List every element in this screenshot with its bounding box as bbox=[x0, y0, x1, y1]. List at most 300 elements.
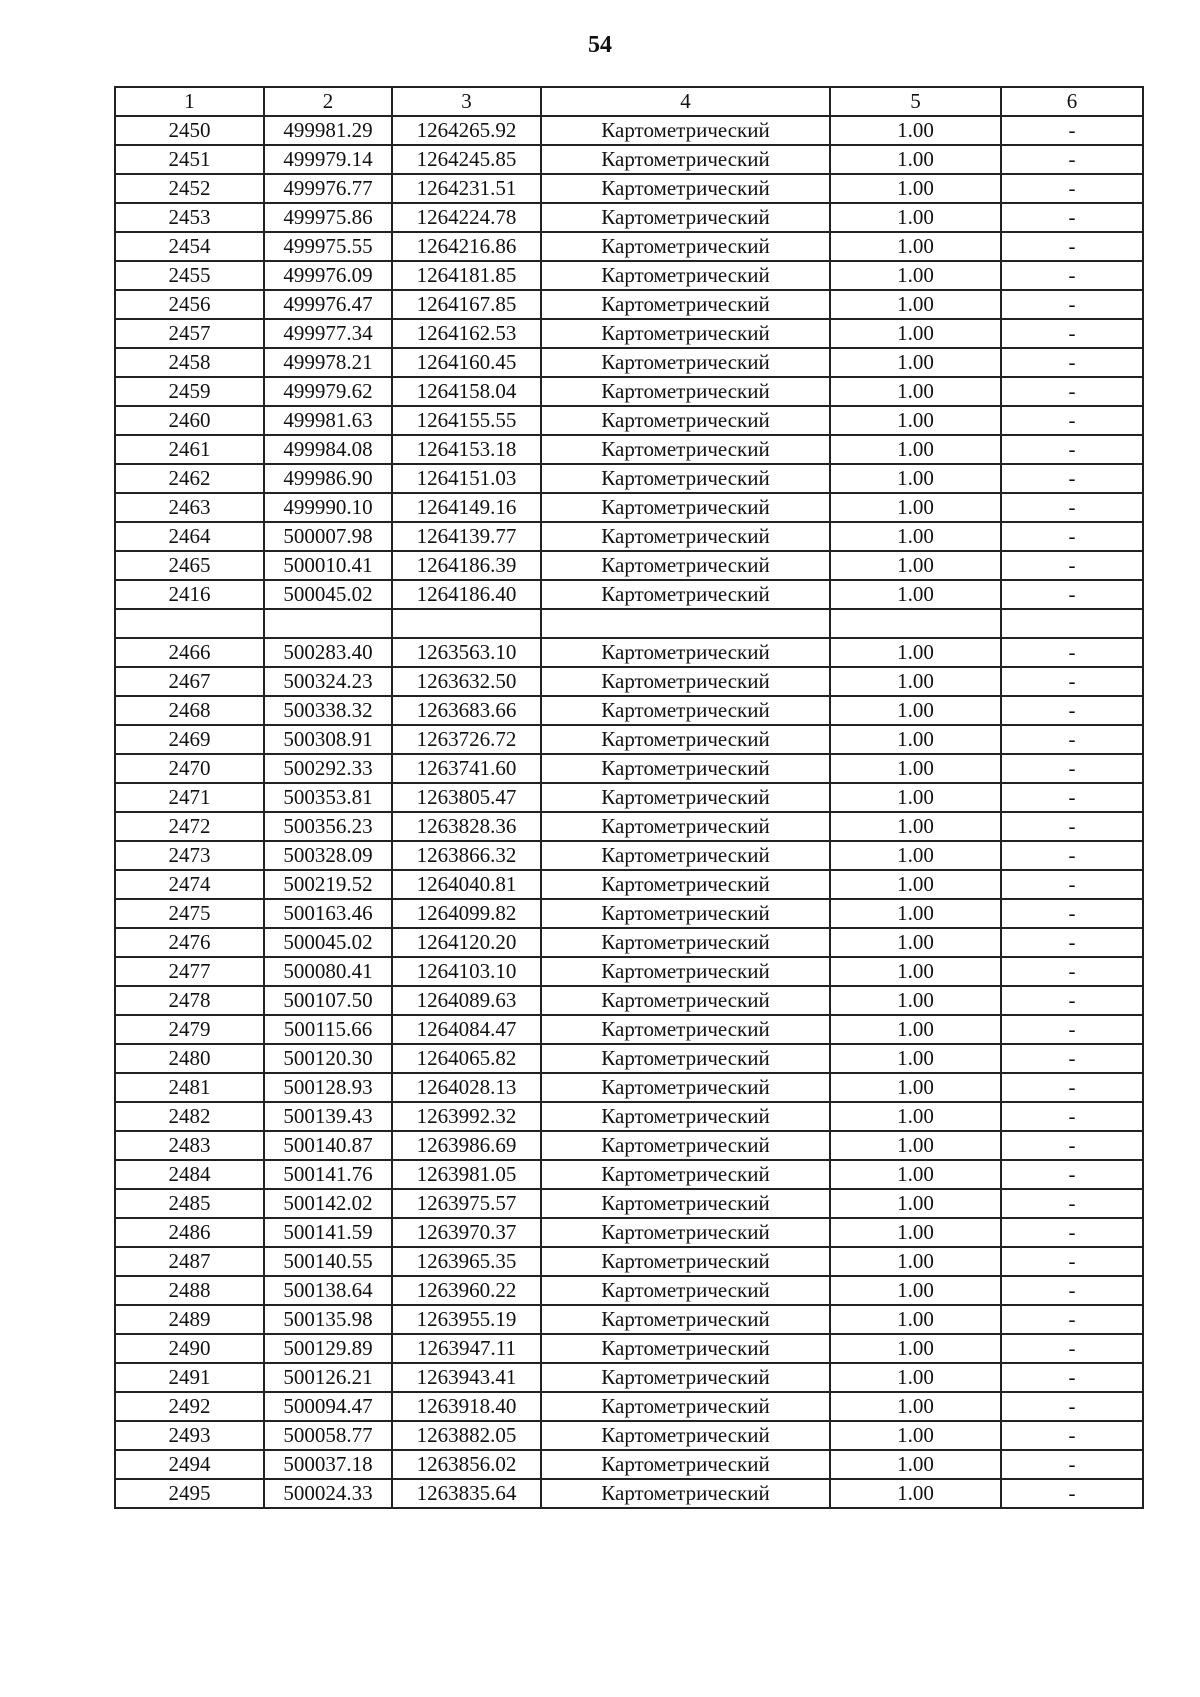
table-cell: 500135.98 bbox=[264, 1305, 392, 1334]
table-cell: 500094.47 bbox=[264, 1392, 392, 1421]
table-cell: Картометрический bbox=[541, 754, 830, 783]
table-row bbox=[115, 899, 1143, 928]
column-header: 5 bbox=[830, 87, 1001, 116]
table-cell: 1263960.22 bbox=[392, 1276, 541, 1305]
table-cell: 1264028.13 bbox=[392, 1073, 541, 1102]
table-cell: 1.00 bbox=[830, 667, 1001, 696]
table-cell: 1263975.57 bbox=[392, 1189, 541, 1218]
table-cell: Картометрический bbox=[541, 928, 830, 957]
table-cell: Картометрический bbox=[541, 638, 830, 667]
table-cell: - bbox=[1001, 1450, 1143, 1479]
table-row bbox=[115, 348, 1143, 377]
table-cell: 1.00 bbox=[830, 261, 1001, 290]
table-cell: 1.00 bbox=[830, 754, 1001, 783]
table-cell: 1263805.47 bbox=[392, 783, 541, 812]
table-cell: 500126.21 bbox=[264, 1363, 392, 1392]
table-cell: 1264216.86 bbox=[392, 232, 541, 261]
table-cell: Картометрический bbox=[541, 1189, 830, 1218]
table-cell: Картометрический bbox=[541, 406, 830, 435]
table-cell: 2453 bbox=[115, 203, 264, 232]
table-cell: 2456 bbox=[115, 290, 264, 319]
table-row bbox=[115, 522, 1143, 551]
table-row bbox=[115, 725, 1143, 754]
table-cell: 1263741.60 bbox=[392, 754, 541, 783]
table-cell: 500080.41 bbox=[264, 957, 392, 986]
table-cell: 1.00 bbox=[830, 203, 1001, 232]
table-row bbox=[115, 1160, 1143, 1189]
table-cell: 2465 bbox=[115, 551, 264, 580]
table-cell: 499976.47 bbox=[264, 290, 392, 319]
table-cell: 1263955.19 bbox=[392, 1305, 541, 1334]
table-cell: Картометрический bbox=[541, 580, 830, 609]
table-header bbox=[115, 87, 1143, 116]
table-row bbox=[115, 1015, 1143, 1044]
table-cell: - bbox=[1001, 957, 1143, 986]
table-cell: 2492 bbox=[115, 1392, 264, 1421]
table-cell: 1.00 bbox=[830, 522, 1001, 551]
table-cell: 1.00 bbox=[830, 725, 1001, 754]
table-cell: 1264149.16 bbox=[392, 493, 541, 522]
table-cell: - bbox=[1001, 435, 1143, 464]
table-cell: 499975.86 bbox=[264, 203, 392, 232]
table-row bbox=[115, 145, 1143, 174]
table-cell: 1.00 bbox=[830, 1276, 1001, 1305]
table-cell: 1263726.72 bbox=[392, 725, 541, 754]
table-cell: 2452 bbox=[115, 174, 264, 203]
table-cell: Картометрический bbox=[541, 1450, 830, 1479]
table-row bbox=[115, 841, 1143, 870]
table-cell: 2493 bbox=[115, 1421, 264, 1450]
table-cell: Картометрический bbox=[541, 203, 830, 232]
table-row bbox=[115, 551, 1143, 580]
table-cell: 1264139.77 bbox=[392, 522, 541, 551]
table-cell: 499990.10 bbox=[264, 493, 392, 522]
table-cell: - bbox=[1001, 1102, 1143, 1131]
table-cell: 1263943.41 bbox=[392, 1363, 541, 1392]
table-cell: - bbox=[1001, 232, 1143, 261]
table-row bbox=[115, 1392, 1143, 1421]
table-cell: 2489 bbox=[115, 1305, 264, 1334]
table-row bbox=[115, 1218, 1143, 1247]
table-row bbox=[115, 986, 1143, 1015]
table-cell bbox=[541, 609, 830, 638]
coordinates-table bbox=[114, 86, 1144, 1509]
table-cell: Картометрический bbox=[541, 812, 830, 841]
table-cell: 1264181.85 bbox=[392, 261, 541, 290]
table-cell: - bbox=[1001, 1073, 1143, 1102]
table-row bbox=[115, 812, 1143, 841]
table-cell: 1263632.50 bbox=[392, 667, 541, 696]
table-cell: - bbox=[1001, 1247, 1143, 1276]
table-cell: - bbox=[1001, 348, 1143, 377]
table-cell: 1264160.45 bbox=[392, 348, 541, 377]
table-cell: 1264084.47 bbox=[392, 1015, 541, 1044]
table-row bbox=[115, 1450, 1143, 1479]
table-cell: Картометрический bbox=[541, 1392, 830, 1421]
table-cell: 1264231.51 bbox=[392, 174, 541, 203]
table-cell: Картометрический bbox=[541, 1073, 830, 1102]
table-cell: 500139.43 bbox=[264, 1102, 392, 1131]
table-cell: Картометрический bbox=[541, 1218, 830, 1247]
table-cell: 1.00 bbox=[830, 1160, 1001, 1189]
table-cell: Картометрический bbox=[541, 986, 830, 1015]
table-cell: 1263986.69 bbox=[392, 1131, 541, 1160]
table-cell: 1264089.63 bbox=[392, 986, 541, 1015]
table-cell: 1.00 bbox=[830, 145, 1001, 174]
column-header: 2 bbox=[264, 87, 392, 116]
table-cell: 2471 bbox=[115, 783, 264, 812]
table-cell: - bbox=[1001, 783, 1143, 812]
table-cell: Картометрический bbox=[541, 725, 830, 754]
table-cell: - bbox=[1001, 928, 1143, 957]
column-header: 6 bbox=[1001, 87, 1143, 116]
table-cell: 1.00 bbox=[830, 464, 1001, 493]
table-cell: 2461 bbox=[115, 435, 264, 464]
table-cell: 2464 bbox=[115, 522, 264, 551]
table-cell: 1.00 bbox=[830, 1363, 1001, 1392]
table-cell: 499976.77 bbox=[264, 174, 392, 203]
header-row bbox=[115, 87, 1143, 116]
table-cell: 2476 bbox=[115, 928, 264, 957]
table-cell: Картометрический bbox=[541, 957, 830, 986]
table-cell: - bbox=[1001, 116, 1143, 145]
table-row bbox=[115, 957, 1143, 986]
table-cell: Картометрический bbox=[541, 1334, 830, 1363]
table-cell: 2455 bbox=[115, 261, 264, 290]
table-row bbox=[115, 1421, 1143, 1450]
table-cell: - bbox=[1001, 551, 1143, 580]
table-cell: 1.00 bbox=[830, 1044, 1001, 1073]
table-cell: 500037.18 bbox=[264, 1450, 392, 1479]
table-cell: Картометрический bbox=[541, 1015, 830, 1044]
table-cell: 2416 bbox=[115, 580, 264, 609]
table-cell: 500324.23 bbox=[264, 667, 392, 696]
table-cell: 1.00 bbox=[830, 1015, 1001, 1044]
table-cell: - bbox=[1001, 725, 1143, 754]
table-cell: 2488 bbox=[115, 1276, 264, 1305]
table-cell: 500138.64 bbox=[264, 1276, 392, 1305]
table-cell: 1.00 bbox=[830, 812, 1001, 841]
column-header: 3 bbox=[392, 87, 541, 116]
table-row bbox=[115, 870, 1143, 899]
table-cell: 1.00 bbox=[830, 986, 1001, 1015]
table-cell: 500142.02 bbox=[264, 1189, 392, 1218]
table-row bbox=[115, 1334, 1143, 1363]
table-cell: - bbox=[1001, 377, 1143, 406]
table-row bbox=[115, 116, 1143, 145]
table-cell: 500129.89 bbox=[264, 1334, 392, 1363]
table-cell: 1.00 bbox=[830, 957, 1001, 986]
table-cell: 1.00 bbox=[830, 435, 1001, 464]
table-row bbox=[115, 1073, 1143, 1102]
table-cell: 2460 bbox=[115, 406, 264, 435]
page-number: 54 bbox=[588, 32, 612, 58]
table-cell: Картометрический bbox=[541, 1305, 830, 1334]
table-cell: Картометрический bbox=[541, 783, 830, 812]
table-cell: 1264040.81 bbox=[392, 870, 541, 899]
table-cell: 499984.08 bbox=[264, 435, 392, 464]
table-cell: - bbox=[1001, 1218, 1143, 1247]
table-cell: Картометрический bbox=[541, 870, 830, 899]
table-cell: - bbox=[1001, 522, 1143, 551]
table-row bbox=[115, 638, 1143, 667]
column-header: 1 bbox=[115, 87, 264, 116]
table-cell: 1263882.05 bbox=[392, 1421, 541, 1450]
table-cell: 2490 bbox=[115, 1334, 264, 1363]
table-cell: - bbox=[1001, 1392, 1143, 1421]
table-cell: 2491 bbox=[115, 1363, 264, 1392]
table-cell: 1264186.39 bbox=[392, 551, 541, 580]
table-cell: - bbox=[1001, 1363, 1143, 1392]
table-cell: 499975.55 bbox=[264, 232, 392, 261]
table-cell: 1264186.40 bbox=[392, 580, 541, 609]
table-cell: Картометрический bbox=[541, 1160, 830, 1189]
table-cell: - bbox=[1001, 203, 1143, 232]
table-cell: 2462 bbox=[115, 464, 264, 493]
table-row bbox=[115, 203, 1143, 232]
table-cell: 1.00 bbox=[830, 928, 1001, 957]
table-cell: 500219.52 bbox=[264, 870, 392, 899]
table-cell: 1.00 bbox=[830, 696, 1001, 725]
table-row bbox=[115, 1189, 1143, 1218]
table-cell: 1264151.03 bbox=[392, 464, 541, 493]
table-cell: 1264245.85 bbox=[392, 145, 541, 174]
table-cell: - bbox=[1001, 841, 1143, 870]
table-cell: 1.00 bbox=[830, 493, 1001, 522]
table-row bbox=[115, 261, 1143, 290]
table-cell: - bbox=[1001, 580, 1143, 609]
table-cell: 2494 bbox=[115, 1450, 264, 1479]
table-cell: 1.00 bbox=[830, 638, 1001, 667]
table-cell: 2484 bbox=[115, 1160, 264, 1189]
table-cell: Картометрический bbox=[541, 116, 830, 145]
table-cell: 500356.23 bbox=[264, 812, 392, 841]
table-cell: Картометрический bbox=[541, 1044, 830, 1073]
table-cell: Картометрический bbox=[541, 696, 830, 725]
table-cell: 1.00 bbox=[830, 1450, 1001, 1479]
table-cell: 1264065.82 bbox=[392, 1044, 541, 1073]
table-cell: Картометрический bbox=[541, 1363, 830, 1392]
table-cell: 1.00 bbox=[830, 406, 1001, 435]
table-cell: 2459 bbox=[115, 377, 264, 406]
table-row bbox=[115, 232, 1143, 261]
table-cell: 500024.33 bbox=[264, 1479, 392, 1508]
table-cell: Картометрический bbox=[541, 261, 830, 290]
table-cell: 2475 bbox=[115, 899, 264, 928]
table-row bbox=[115, 580, 1143, 609]
table-cell: 500045.02 bbox=[264, 580, 392, 609]
table-cell: 499979.14 bbox=[264, 145, 392, 174]
table-cell: - bbox=[1001, 1015, 1143, 1044]
table-cell: 2468 bbox=[115, 696, 264, 725]
table-cell: Картометрический bbox=[541, 232, 830, 261]
table-cell: 1.00 bbox=[830, 1218, 1001, 1247]
table-cell: 2483 bbox=[115, 1131, 264, 1160]
table-cell: Картометрический bbox=[541, 841, 830, 870]
table-cell bbox=[115, 609, 264, 638]
table-row bbox=[115, 1479, 1143, 1508]
table-cell: 500007.98 bbox=[264, 522, 392, 551]
table-cell: 1.00 bbox=[830, 580, 1001, 609]
table-cell: Картометрический bbox=[541, 464, 830, 493]
table-cell: 1264099.82 bbox=[392, 899, 541, 928]
table-cell: Картометрический bbox=[541, 1131, 830, 1160]
table-cell: 1.00 bbox=[830, 1131, 1001, 1160]
table-cell: 500338.32 bbox=[264, 696, 392, 725]
table-row bbox=[115, 377, 1143, 406]
table-cell bbox=[1001, 609, 1143, 638]
table-cell: 1264103.10 bbox=[392, 957, 541, 986]
table-cell: 2482 bbox=[115, 1102, 264, 1131]
table-cell: 1.00 bbox=[830, 1479, 1001, 1508]
table-row bbox=[115, 928, 1143, 957]
table-cell: Картометрический bbox=[541, 377, 830, 406]
table-cell: 1.00 bbox=[830, 1189, 1001, 1218]
table-cell: - bbox=[1001, 1276, 1143, 1305]
table-cell: 1264265.92 bbox=[392, 116, 541, 145]
table-cell: 500058.77 bbox=[264, 1421, 392, 1450]
table-cell: 500140.55 bbox=[264, 1247, 392, 1276]
table-cell: 1.00 bbox=[830, 783, 1001, 812]
table-cell: 2485 bbox=[115, 1189, 264, 1218]
table-cell: 1263683.66 bbox=[392, 696, 541, 725]
table-cell: 499981.29 bbox=[264, 116, 392, 145]
table-cell: Картометрический bbox=[541, 551, 830, 580]
table-cell: 1263563.10 bbox=[392, 638, 541, 667]
table-cell: Картометрический bbox=[541, 493, 830, 522]
table-cell: 500120.30 bbox=[264, 1044, 392, 1073]
table-cell: 2487 bbox=[115, 1247, 264, 1276]
table-cell: 500141.59 bbox=[264, 1218, 392, 1247]
table-cell: 500010.41 bbox=[264, 551, 392, 580]
table-cell: - bbox=[1001, 406, 1143, 435]
table-cell: - bbox=[1001, 174, 1143, 203]
table-cell: 499976.09 bbox=[264, 261, 392, 290]
table-row bbox=[115, 464, 1143, 493]
table-cell: - bbox=[1001, 1131, 1143, 1160]
table-cell: 2454 bbox=[115, 232, 264, 261]
table-cell: 500128.93 bbox=[264, 1073, 392, 1102]
table-cell: - bbox=[1001, 667, 1143, 696]
table-body bbox=[115, 116, 1143, 1508]
table-row bbox=[115, 667, 1143, 696]
table-cell: 2469 bbox=[115, 725, 264, 754]
table-cell: 1.00 bbox=[830, 174, 1001, 203]
table-cell: Картометрический bbox=[541, 348, 830, 377]
table-cell bbox=[830, 609, 1001, 638]
table-cell: 500283.40 bbox=[264, 638, 392, 667]
table-cell: 2495 bbox=[115, 1479, 264, 1508]
table-cell: 1.00 bbox=[830, 290, 1001, 319]
table-row bbox=[115, 1044, 1143, 1073]
table-cell: 1263970.37 bbox=[392, 1218, 541, 1247]
table-cell: 500353.81 bbox=[264, 783, 392, 812]
table-cell: 1.00 bbox=[830, 1247, 1001, 1276]
table-cell: 1.00 bbox=[830, 841, 1001, 870]
table-cell: 1.00 bbox=[830, 1334, 1001, 1363]
table-cell: - bbox=[1001, 696, 1143, 725]
table-row bbox=[115, 609, 1143, 638]
table-cell: 1263828.36 bbox=[392, 812, 541, 841]
table-cell: - bbox=[1001, 261, 1143, 290]
table-cell: 1.00 bbox=[830, 870, 1001, 899]
table-cell: Картометрический bbox=[541, 899, 830, 928]
table-cell: 1264155.55 bbox=[392, 406, 541, 435]
table-cell: - bbox=[1001, 319, 1143, 348]
table-row bbox=[115, 754, 1143, 783]
table-cell: 1264153.18 bbox=[392, 435, 541, 464]
table-cell: 1263992.32 bbox=[392, 1102, 541, 1131]
table-cell: 2463 bbox=[115, 493, 264, 522]
table-cell: 1.00 bbox=[830, 1073, 1001, 1102]
table-cell: 499981.63 bbox=[264, 406, 392, 435]
table-cell: 1264162.53 bbox=[392, 319, 541, 348]
table-cell: 2473 bbox=[115, 841, 264, 870]
table-row bbox=[115, 1131, 1143, 1160]
table-cell: 2472 bbox=[115, 812, 264, 841]
table-cell: - bbox=[1001, 1044, 1143, 1073]
table-cell: Картометрический bbox=[541, 174, 830, 203]
table-row bbox=[115, 696, 1143, 725]
table-cell: 1.00 bbox=[830, 1305, 1001, 1334]
table-cell: 1.00 bbox=[830, 116, 1001, 145]
table-cell: - bbox=[1001, 145, 1143, 174]
table-cell: 2480 bbox=[115, 1044, 264, 1073]
table-cell: Картометрический bbox=[541, 145, 830, 174]
table-cell: 2458 bbox=[115, 348, 264, 377]
table-cell: 1.00 bbox=[830, 1421, 1001, 1450]
table-cell: 1.00 bbox=[830, 232, 1001, 261]
table-cell: - bbox=[1001, 1160, 1143, 1189]
table-cell: - bbox=[1001, 1189, 1143, 1218]
table-cell bbox=[392, 609, 541, 638]
table-row bbox=[115, 493, 1143, 522]
table-cell: 500141.76 bbox=[264, 1160, 392, 1189]
table-cell bbox=[264, 609, 392, 638]
table-cell: 1263866.32 bbox=[392, 841, 541, 870]
table-cell: 499986.90 bbox=[264, 464, 392, 493]
table-cell: 1.00 bbox=[830, 551, 1001, 580]
table-cell: 1.00 bbox=[830, 319, 1001, 348]
table-cell: - bbox=[1001, 812, 1143, 841]
table-cell: 1264167.85 bbox=[392, 290, 541, 319]
table-cell: Картометрический bbox=[541, 319, 830, 348]
table-cell: - bbox=[1001, 638, 1143, 667]
table-row bbox=[115, 174, 1143, 203]
table-cell: 1.00 bbox=[830, 348, 1001, 377]
table-cell: Картометрический bbox=[541, 1276, 830, 1305]
table-cell: 499979.62 bbox=[264, 377, 392, 406]
table-cell: 1.00 bbox=[830, 377, 1001, 406]
table-cell: 2466 bbox=[115, 638, 264, 667]
column-header: 4 bbox=[541, 87, 830, 116]
table-row bbox=[115, 1247, 1143, 1276]
table-cell: 2486 bbox=[115, 1218, 264, 1247]
table-cell: - bbox=[1001, 1421, 1143, 1450]
table-cell: Картометрический bbox=[541, 1479, 830, 1508]
table-cell: Картометрический bbox=[541, 667, 830, 696]
table-cell: 500328.09 bbox=[264, 841, 392, 870]
table-cell: 2450 bbox=[115, 116, 264, 145]
table-cell: Картометрический bbox=[541, 522, 830, 551]
table-cell: - bbox=[1001, 754, 1143, 783]
table-cell: 2479 bbox=[115, 1015, 264, 1044]
table-cell: 1264120.20 bbox=[392, 928, 541, 957]
table-cell: 500107.50 bbox=[264, 986, 392, 1015]
table-cell: Картометрический bbox=[541, 1247, 830, 1276]
table-cell: 2451 bbox=[115, 145, 264, 174]
table-cell: 2470 bbox=[115, 754, 264, 783]
